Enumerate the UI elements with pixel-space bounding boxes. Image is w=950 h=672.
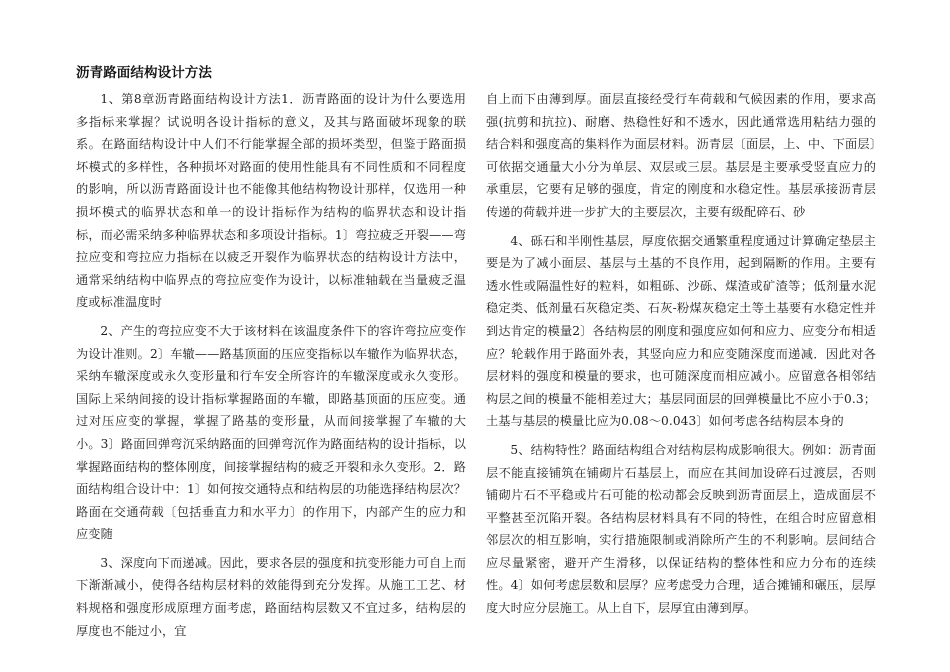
- document-title: 沥青路面结构设计方法: [76, 65, 212, 81]
- paragraph-2: 2、产生的弯拉应变不大于该材料在该温度条件下的容许弯拉应变作为设计准则。2〕车辙——路基顶面的压应变指标以车辙作为临界状态，采纳车辙深度或永久变形量和行车安全所容许的车辙深度或永久变形。国际上采纳间接的设计指标掌握路面的车辙，即路基顶面的压应变。通过对压应变的掌握，掌握了路基的变形量，从而间接掌握了车辙的大小。3〕路面回弹弯沉采纳路面的回弹弯沉作为路面结构的设计指标，以掌握路面结构的整体刚度，间接掌握结构的疲乏开裂和永久变形。2．路面结构组合设计中：1〕如何按交通特点和结构层的功能选择结构层次？路面在交通荷载〔包括垂直力和水平力〕的作用下，内部产生的应力和应变随: [76, 323, 466, 542]
- right-column: [486, 88, 876, 626]
- left-column: [76, 62, 466, 648]
- paragraph-4: 4、砾石和半刚性基层，厚度依据交通繁重程度通过计算确定垫层主要是为了减小面层、基层与土基的不良作用，起到隔断的作用。主要有透水性或隔温性好的粒料，如粗砾、沙砾、煤渣或矿渣等；低剂量水泥稳定类、低剂量石灰稳定类、石灰-粉煤灰稳定土等土基要有水稳定性并到达肯定的模量2〕各结构层的刚度和强度应如何和应力、应变分布相适应？轮载作用于路面外表，其竖向应力和应变随深度而递减．因此对各层材料的强度和模量的要求，也可随深度而相应减小。应留意各相邻结构层之间的模量不能相差过大；基层同面层的回弹模量比不应小于0.3；土基与基层的模量比应为0.08～0.043〕如何考虑各结构层本身的: [486, 233, 876, 429]
- paragraph-1: 1、第8章沥青路面结构设计方法1．沥青路面的设计为什么要选用多指标来掌握？试说明各设计指标的意义，及其与路面破坏现象的联系。在路面结构设计中人们不行能掌握全部的损坏类型，但鉴于路面损坏模式的多样性，各种损坏对路面的使用性能具有不同性质和不同程度的影响，所以沥青路面设计也不能像其他结构物设计那样，仅选用一种损坏模式的临界状态和单一的设计指标作为结构的临界状态和设计指标，而必需采纳多种临界状态和多项设计指标。1〕弯拉疲乏开裂——弯拉应变和弯拉应力指标在以疲乏开裂作为临界状态的结构设计方法中，通常采纳结构中临界点的弯拉应变作为设计，以标准轴载在当量疲乏温度或标准温度时: [76, 92, 466, 310]
- paragraph-3-continued: 自上而下由薄到厚。面层直接经受行车荷载和气候因素的作用，要求高强(抗剪和抗拉)、耐磨、热稳性好和不透水，因此通常选用粘结力强的结合料和强度高的集料作为面层材料。沥青层〔面层，上、中、下面层〕可依据交通量大小分为单层、双层或三层。基层是主要承受竖直应力的承重层，它要有足够的强度，肯定的刚度和水稳定性。基层承接沥青层传递的荷载并进一步扩大的主要层次，主要有级配碎石、砂: [486, 92, 876, 219]
- paragraph-3: 3、深度向下而递减。因此，要求各层的强度和抗变形能力可自上而下渐渐减小，使得各结构层材料的效能得到充分发挥。从施工工艺、材料规格和强度形成原理方面考虑，路面结构层数又不宜过多，结构层的厚度也不能过小，宜: [76, 555, 466, 638]
- paragraph-5: 5、结构特性？路面结构组合对结构层构成影响很大。例如：沥青面层不能直接铺筑在铺砌片石基层上，而应在其间加设碎石过渡层，否则铺砌片石不平稳或片石可能的松动都会反映到沥青面层上，造成面层不平整甚至沉陷开裂。各结构层材料具有不同的特性，在组合时应留意相邻层次的相互影响，实行措施限制或消除所产生的不利影响。层间结合应尽量紧密，避开产生滑移，以保证结构的整体性和应力分布的连续性。4〕如何考虑层数和层厚？应考虑受力合理，适合摊铺和碾压，层厚度大时应分层施工。从上自下，层厚宜由薄到厚。: [486, 442, 876, 616]
